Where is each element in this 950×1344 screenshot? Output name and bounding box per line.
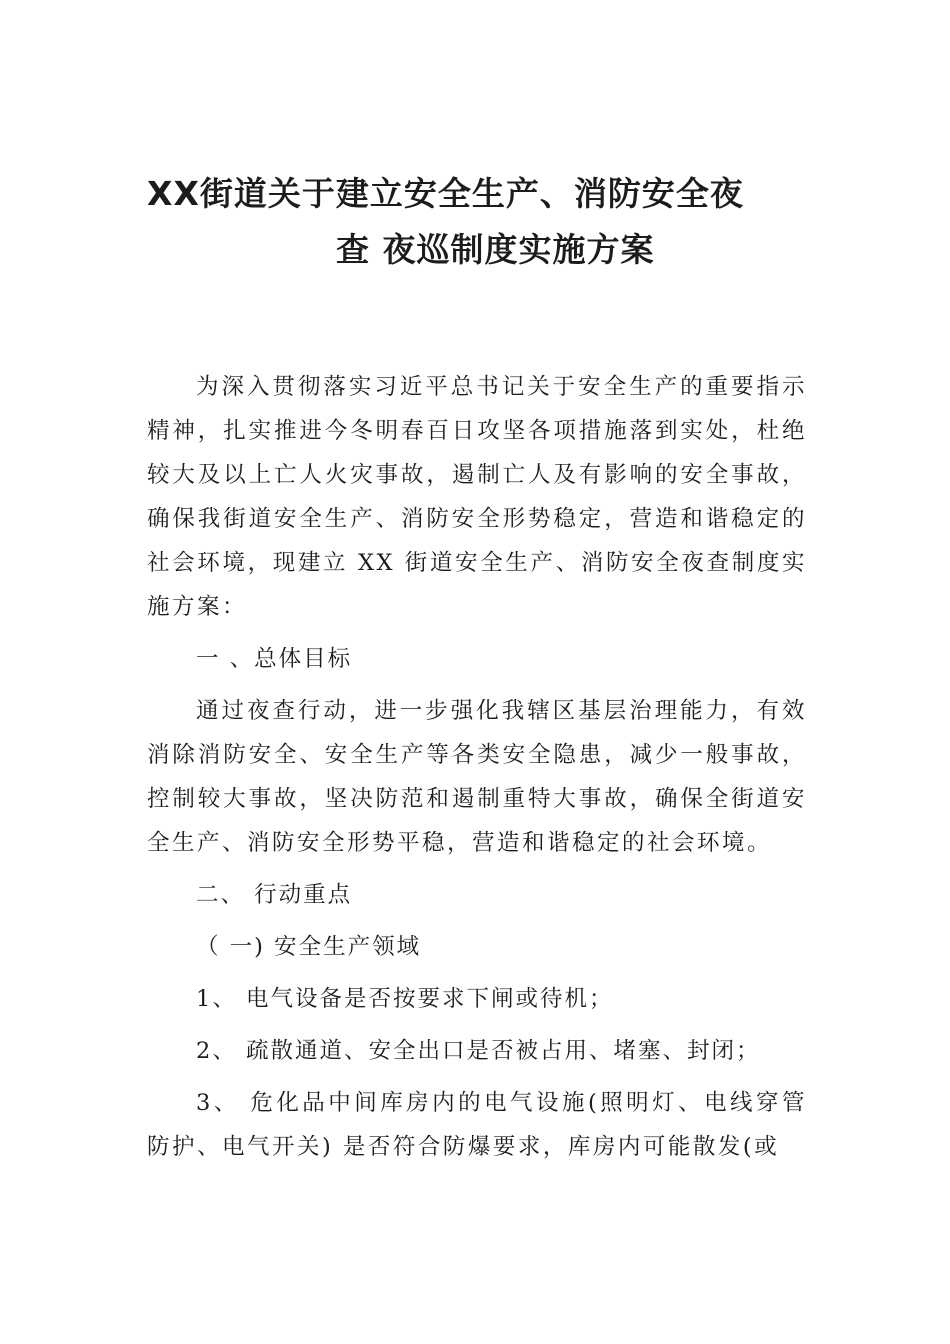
list-item-2: 2、 疏散通道、安全出口是否被占用、堵塞、封闭； [196, 1038, 761, 1064]
section-heading-action-focus: 二、 行动重点 [196, 882, 353, 908]
section-heading-overall-goal: 一 、总体目标 [196, 646, 353, 672]
section-paragraph-overall-goal: 通过夜查行动，进一步强化我辖区基层治理能力，有效消除消防安全、安全生产等各类安全隐患，减少一般事故，控制较大事故，坚决防范和遏制重特大事故，确保全街道安全生产、消防安全形势平稳，营造和谐稳定的社会环境。 [147, 698, 807, 856]
document-title-line-1: XX街道关于建立安全生产、消防安全夜 [147, 174, 744, 213]
subsection-heading-production-safety: （ 一) 安全生产领域 [196, 934, 422, 960]
list-item-1: 1、 电气设备是否按要求下闸或待机； [196, 986, 614, 1012]
document-body [147, 365, 807, 1169]
list-item-3: 3、 危化品中间库房内的电气设施(照明灯、电线穿管防护、电气开关) 是否符合防爆要求，库房内可能散发(或 [147, 1090, 807, 1160]
intro-paragraph: 为深入贯彻落实习近平总书记关于安全生产的重要指示精神，扎实推进今冬明春百日攻坚各项措施落到实处，杜绝较大及以上亡人火灾事故，遏制亡人及有影响的安全事故，确保我街道安全生产、消防安全形势稳定，营造和谐稳定的社会环境，现建立 XX 街道安全生产、消防安全夜查制度实施方案： [147, 374, 807, 620]
document-title-line-2: 查 夜巡制度实施方案 [336, 230, 655, 269]
